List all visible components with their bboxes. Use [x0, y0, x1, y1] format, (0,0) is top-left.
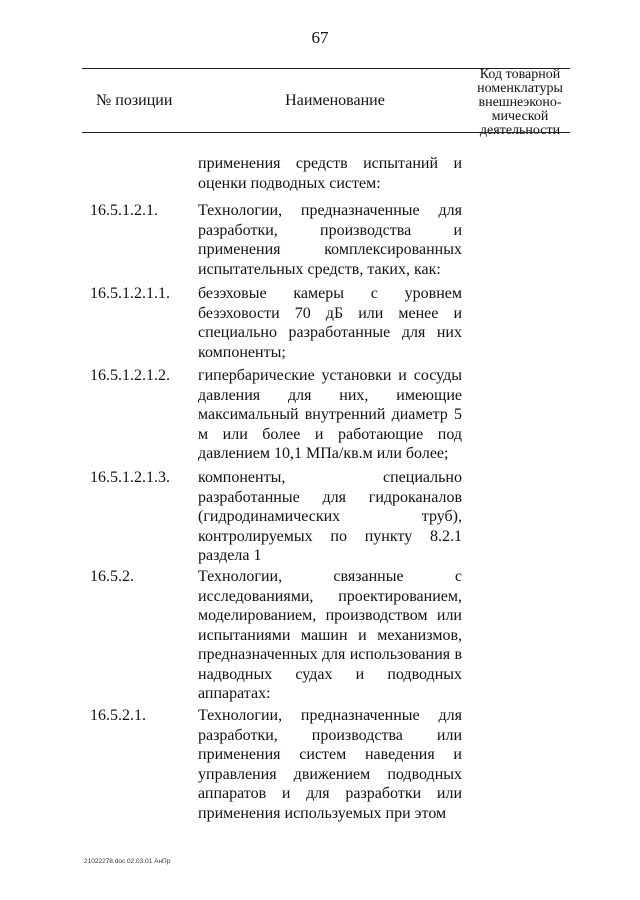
footer-doc-code: 21022278.doc 02.03.01 АнПр — [84, 858, 171, 865]
row-number: 16.5.1.2.1.3. — [90, 469, 170, 486]
row-text: компоненты, специально разработанные для гидроканалов (гидродинамических труб), контролируемых по пункту 8.2.1 раздела 1 — [198, 469, 462, 564]
row-text: Технологии, предназначенные для разработки, производства и применения комплексированных испытательных средств, таких, как: — [198, 202, 462, 278]
row-text: гипербарические установки и сосуды давления для них, имеющие максимальный внутренний диаметр 5 м или более и работающие под давлением 10,1 МПа/кв.м или более; — [198, 367, 462, 462]
header-bottom-rule — [82, 132, 570, 133]
row-number: 16.5.1.2.1.2. — [90, 367, 170, 384]
row-text: Технологии, связанные с исследованиями, проектированием, моделированием, производством или испытаниями машин и механизмов, предназначенных для использования в надводных судах и подводных аппаратах: — [198, 568, 462, 702]
header-code-line: Код товарной — [479, 67, 561, 82]
page-number: 67 — [311, 28, 329, 47]
header-code-line: номенклатуры — [477, 81, 563, 96]
row-number: 16.5.1.2.1. — [90, 202, 158, 219]
header-code-line: внешнеэконо- — [478, 95, 562, 110]
header-position: № позиции — [96, 92, 173, 109]
header-code-line: мической — [491, 109, 549, 124]
row-number: 16.5.1.2.1.1. — [90, 285, 170, 302]
row-text: безэховые камеры с уровнем безэховости 70 дБ или менее и специально разработанные для них компоненты; — [198, 285, 462, 361]
row-number: 16.5.2.1. — [90, 707, 146, 724]
row-number: 16.5.2. — [90, 568, 134, 585]
header-code — [470, 68, 570, 138]
header-name: Наименование — [285, 92, 385, 109]
row-text: Технологии, предназначенные для разработки, производства или применения систем наведения и управления движением подводных аппаратов и для разработки или применения используемых при этом — [198, 707, 462, 822]
row-text: применения средств испытаний и оценки подводных систем: — [198, 155, 462, 192]
header-code-line: деятельности — [479, 123, 561, 138]
